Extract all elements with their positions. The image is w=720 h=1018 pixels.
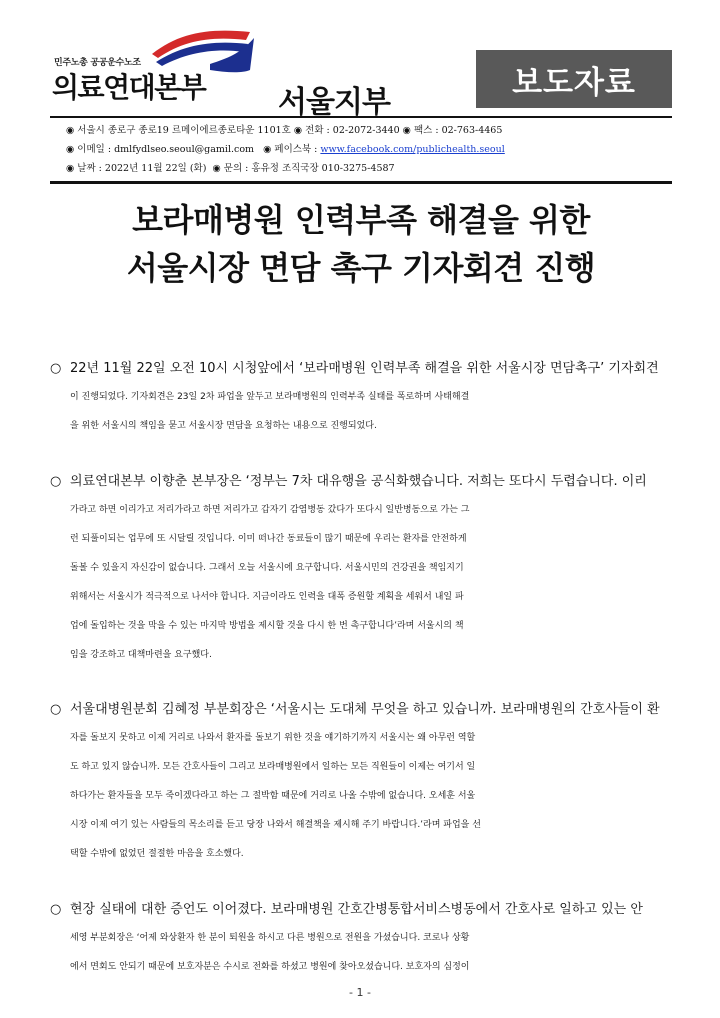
- paragraph-line: 22년 11월 22일 오전 10시 시청앞에서 ‘보라매병원 인력부족 해결을 위한 서울시장 면담촉구’ 기자회견: [70, 361, 659, 376]
- facebook-link[interactable]: www.facebook.com/publichealth.seoul: [320, 144, 505, 155]
- paragraph-line: 서울대병원분회 김혜정 부분회장은 ‘서울시는 도대체 무엇을 하고 있습니까. 보라매병원의 간호사들이 환: [70, 702, 660, 717]
- bullet-circle-icon: ○: [50, 902, 62, 917]
- press-header: [50, 22, 672, 120]
- paragraph-line: 의료연대본부 이향춘 본부장은 ‘정부는 7차 대유행을 공식화했습니다. 저희는 또다시 두렵습니다. 이리: [70, 474, 647, 489]
- press-release-badge: 보도자료: [476, 50, 672, 108]
- paragraph-line: 임을 강조하고 대책마련을 요구했다.: [70, 650, 212, 660]
- paragraph-line: 택할 수밖에 없었던 절절한 마음을 호소했다.: [70, 849, 244, 859]
- contact-info: [66, 121, 505, 178]
- paragraph-line: 시장 이제 여기 있는 사람들의 목소리를 듣고 당장 나와서 해결책을 제시해 주기 바랍니다.’라며 파업을 선: [70, 820, 481, 830]
- headline-line-2: 서울시장 면담 촉구 기자회견 진행: [126, 249, 596, 287]
- paragraph-line: 도 하고 있지 않습니까. 모든 간호사들이 그리고 보라매병원에서 일하는 모든 직원들이 이제는 여기서 일: [70, 762, 476, 772]
- paragraph-line: 을 위한 서울시의 책임을 묻고 서울시장 면담을 요청하는 내용으로 진행되었다.: [70, 421, 377, 431]
- contact-row-1: [66, 121, 505, 140]
- bullet-circle-icon: ○: [50, 361, 62, 376]
- header-top-rule: [50, 116, 672, 118]
- fax: ◉ 팩스 : 02-763-4465: [402, 125, 503, 136]
- paragraph-line: 업에 돌입하는 것을 막을 수 있는 마지막 방법을 제시할 것을 다시 한 번 촉구합니다’라며 서울시의 책: [70, 621, 464, 631]
- paragraph-line: 세영 부분회장은 ‘어제 와상환자 한 분이 퇴원을 하시고 다른 병원으로 전원을 가셨습니다. 코로나 상황: [70, 933, 470, 943]
- headline: [50, 196, 672, 292]
- logo-title: 의료연대본부: [52, 71, 206, 104]
- paragraph-3: [50, 695, 672, 869]
- paragraph-4: [50, 895, 672, 982]
- paragraph-line: 현장 실태에 대한 증언도 이어졌다. 보라매병원 간호간병통합서비스병동에서 간호사로 일하고 있는 안: [70, 902, 643, 917]
- release-date: ◉ 날짜 : 2022년 11월 22일 (화): [66, 163, 207, 174]
- contact-row-3: [66, 159, 505, 178]
- union-logo: [50, 22, 255, 102]
- address: ◉ 서울시 종로구 종로19 르메이에르종로타운 1101호: [66, 125, 291, 136]
- inquiry-contact: ◉ 문의 : 홍유정 조직국장 010-3275-4587: [212, 163, 395, 174]
- paragraph-line: 이 진행되었다. 기자회견은 23일 2차 파업을 앞두고 보라매병원의 인력부족 실태를 폭로하며 사태해결: [70, 392, 470, 402]
- paragraph-line: 위해서는 서울시가 적극적으로 나서야 합니다. 지금이라도 인력을 대폭 증원할 계획을 세워서 내일 파: [70, 592, 464, 602]
- paragraph-line: 런 되풀이되는 업무에 또 시달릴 것입니다. 이미 떠나간 동료들이 많기 때문에 우리는 환자를 안전하게: [70, 534, 467, 544]
- paragraph-line: 에서 면회도 안되기 때문에 보호자분은 수시로 전화를 하셨고 병원에 찾아오셨습니다. 보호자의 심정이: [70, 962, 470, 972]
- paragraph-1: [50, 354, 672, 441]
- email: ◉ 이메일 : dmlfydlseo.seoul@gamil.com: [66, 144, 255, 155]
- headline-line-1: 보라매병원 인력부족 해결을 위한: [132, 201, 590, 239]
- paragraph-line: 돌볼 수 있을지 자신감이 없습니다. 그래서 오늘 서울시에 요구합니다. 서울시민의 건강권을 책임지기: [70, 563, 464, 573]
- phone: ◉ 전화 : 02-2072-3440: [293, 125, 400, 136]
- paragraph-line: 하다가는 환자들을 모두 죽이겠다라고 하는 그 절박함 때문에 거리로 나올 수밖에 없습니다. 오세훈 서울: [70, 791, 476, 801]
- bullet-circle-icon: ○: [50, 702, 62, 717]
- branch-name: 서울지부: [278, 85, 390, 120]
- page-number: - 1 -: [349, 986, 371, 999]
- logo-subtitle: 민주노총 공공운수노조: [54, 58, 141, 68]
- bullet-circle-icon: ○: [50, 474, 62, 489]
- contact-row-2: [66, 140, 505, 159]
- header-bottom-rule: [50, 181, 672, 184]
- paragraph-line: 자를 돌보지 못하고 이제 거리로 나와서 환자를 돌보기 위한 것을 얘기하기까지 서울시는 왜 아무런 역할: [70, 733, 476, 743]
- facebook-label: ◉ 페이스북 :: [263, 144, 321, 155]
- paragraph-line: 가라고 하면 이리가고 저리가라고 하면 저리가고 갑자기 감염병동 갔다가 또다시 일반병동으로 가는 그: [70, 505, 470, 515]
- paragraph-2: [50, 467, 672, 670]
